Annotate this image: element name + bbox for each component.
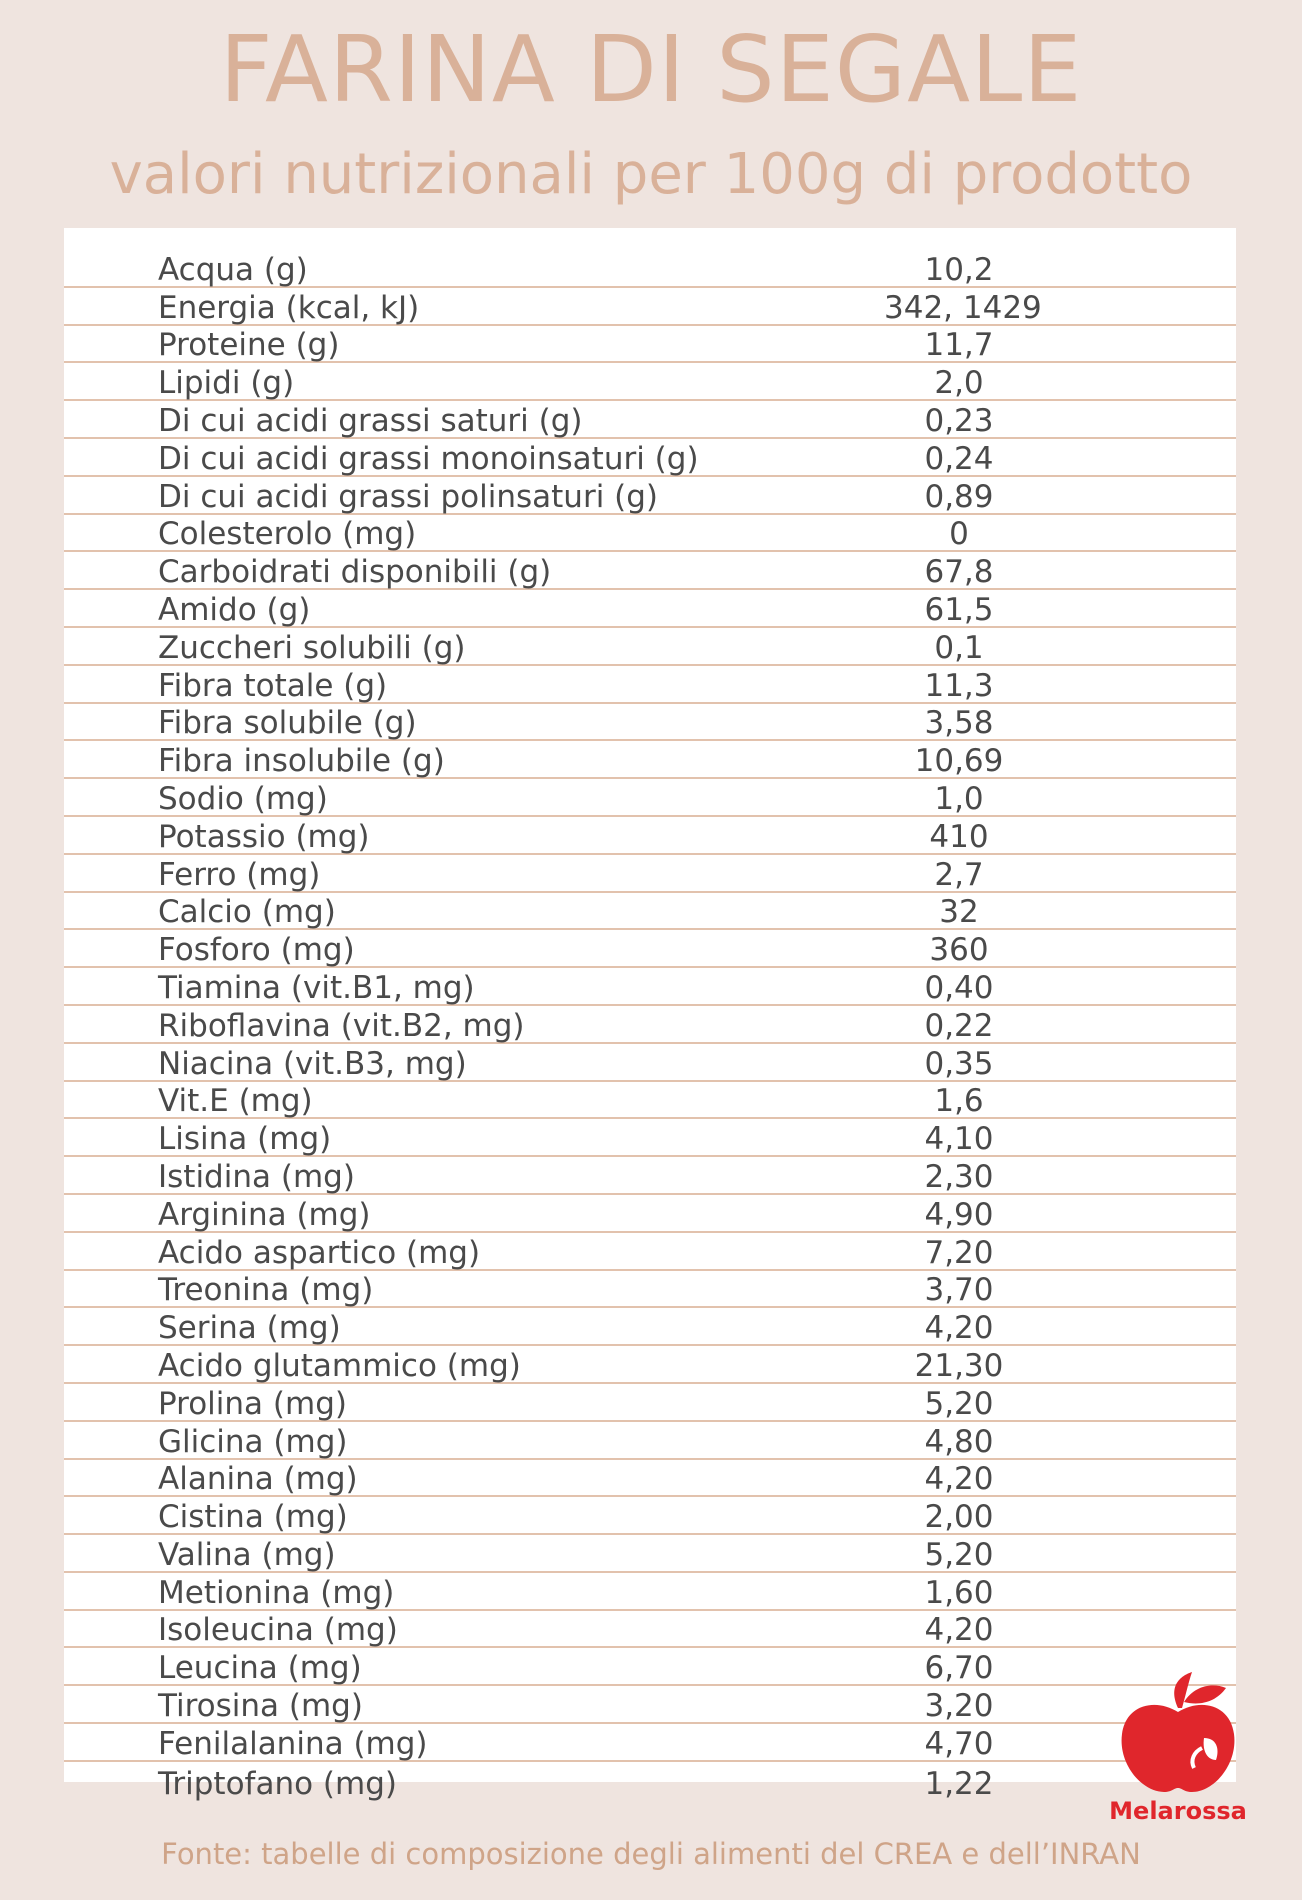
table-row <box>64 1195 1236 1233</box>
nutrient-label: Fibra insolubile (g) <box>158 743 445 780</box>
nutrient-label: Riboflavina (vit.B2, mg) <box>158 1007 525 1044</box>
source-note: Fonte: tabelle di composizione degli alimenti del CREA e dell’INRAN <box>161 1837 1141 1871</box>
nutrient-value: 3,58 <box>924 705 994 742</box>
table-row <box>64 1119 1236 1157</box>
nutrient-value: 0,22 <box>924 1007 994 1044</box>
table-row <box>64 1157 1236 1195</box>
table-row <box>64 401 1236 439</box>
table-row <box>64 1233 1236 1271</box>
table-row <box>64 1535 1236 1573</box>
nutrient-value: 4,10 <box>924 1121 994 1158</box>
table-row <box>64 1611 1236 1649</box>
nutrient-label: Tiamina (vit.B1, mg) <box>158 969 475 1006</box>
nutrient-label: Sodio (mg) <box>158 780 328 817</box>
nutrient-value: 0,35 <box>924 1045 994 1082</box>
nutrient-label: Serina (mg) <box>158 1310 341 1347</box>
nutrient-label: Fosforo (mg) <box>158 932 355 969</box>
nutrient-value: 0,89 <box>924 478 994 515</box>
nutrient-label: Lipidi (g) <box>158 365 295 402</box>
nutrient-value: 5,20 <box>924 1385 994 1422</box>
nutrient-value: 1,60 <box>924 1574 994 1611</box>
nutrient-value: 410 <box>929 818 989 855</box>
nutrient-value: 5,20 <box>924 1536 994 1573</box>
nutrient-value: 32 <box>939 894 979 931</box>
nutrient-label: Carboidrati disponibili (g) <box>158 554 552 591</box>
nutrient-value: 1,22 <box>924 1765 994 1802</box>
nutrient-value: 3,70 <box>924 1272 994 1309</box>
nutrient-value: 2,7 <box>934 856 984 893</box>
nutrient-label: Treonina (mg) <box>158 1272 374 1309</box>
table-row <box>64 1044 1236 1082</box>
nutrient-label: Acqua (g) <box>158 251 308 288</box>
nutrient-value: 7,20 <box>924 1234 994 1271</box>
table-row <box>64 1346 1236 1384</box>
table-row <box>64 1384 1236 1422</box>
nutrient-value: 10,2 <box>924 251 994 288</box>
nutrient-value: 4,20 <box>924 1612 994 1649</box>
nutrient-label: Proteine (g) <box>158 327 340 364</box>
nutrient-value: 0,24 <box>924 440 994 477</box>
nutrient-value: 61,5 <box>924 591 994 628</box>
table-row <box>64 1271 1236 1309</box>
nutrient-value: 1,6 <box>934 1083 984 1120</box>
nutrient-value: 10,69 <box>914 743 1004 780</box>
table-row <box>64 515 1236 553</box>
nutrient-value: 0,23 <box>924 402 994 439</box>
nutrient-label: Lisina (mg) <box>158 1121 332 1158</box>
table-row <box>64 1724 1236 1762</box>
nutrient-value: 360 <box>929 932 989 969</box>
nutrient-label: Energia (kcal, kJ) <box>158 289 420 326</box>
nutrient-value: 0,40 <box>924 969 994 1006</box>
nutrient-value: 11,7 <box>924 327 994 364</box>
nutrient-label: Metionina (mg) <box>158 1574 395 1611</box>
table-row <box>64 552 1236 590</box>
nutrient-label: Istidina (mg) <box>158 1158 355 1195</box>
nutrient-label: Valina (mg) <box>158 1536 336 1573</box>
nutrition-rows <box>64 250 1236 1800</box>
nutrient-label: Tirosina (mg) <box>158 1688 363 1725</box>
table-row <box>64 1082 1236 1120</box>
table-row <box>64 477 1236 515</box>
nutrient-label: Arginina (mg) <box>158 1196 371 1233</box>
nutrient-value: 6,70 <box>924 1650 994 1687</box>
nutrient-label: Di cui acidi grassi polinsaturi (g) <box>158 478 659 515</box>
nutrient-label: Isoleucina (mg) <box>158 1612 398 1649</box>
nutrient-label: Fibra solubile (g) <box>158 705 417 742</box>
table-row <box>64 326 1236 364</box>
nutrient-label: Di cui acidi grassi monoinsaturi (g) <box>158 440 699 477</box>
nutrient-label: Di cui acidi grassi saturi (g) <box>158 402 583 439</box>
nutrient-label: Zuccheri solubili (g) <box>158 629 466 666</box>
nutrient-value: 4,80 <box>924 1423 994 1460</box>
nutrient-label: Ferro (mg) <box>158 856 321 893</box>
nutrient-value: 4,70 <box>924 1725 994 1762</box>
table-row <box>64 704 1236 742</box>
table-row <box>64 741 1236 779</box>
table-row <box>64 1573 1236 1611</box>
table-row <box>64 439 1236 477</box>
page-subtitle: valori nutrizionali per 100g di prodotto <box>109 142 1193 207</box>
nutrient-value: 21,30 <box>914 1347 1004 1384</box>
nutrient-label: Niacina (vit.B3, mg) <box>158 1045 467 1082</box>
nutrient-label: Fenilalanina (mg) <box>158 1725 428 1762</box>
table-row <box>64 590 1236 628</box>
table-row <box>64 1308 1236 1346</box>
nutrient-label: Colesterolo (mg) <box>158 516 417 553</box>
nutrient-value: 1,0 <box>934 780 984 817</box>
nutrient-value: 2,0 <box>934 365 984 402</box>
table-row <box>64 855 1236 893</box>
nutrient-value: 3,20 <box>924 1688 994 1725</box>
table-row <box>64 1460 1236 1498</box>
nutrient-label: Amido (g) <box>158 591 311 628</box>
nutrient-label: Acido glutammico (mg) <box>158 1347 521 1384</box>
table-row <box>64 666 1236 704</box>
table-row <box>64 930 1236 968</box>
nutrient-label: Leucina (mg) <box>158 1650 362 1687</box>
table-row <box>64 1006 1236 1044</box>
table-row <box>64 1422 1236 1460</box>
nutrient-label: Fibra totale (g) <box>158 667 388 704</box>
nutrient-value: 4,20 <box>924 1461 994 1498</box>
table-row <box>64 893 1236 931</box>
nutrient-label: Potassio (mg) <box>158 818 370 855</box>
table-row <box>64 1648 1236 1686</box>
nutrient-label: Acido aspartico (mg) <box>158 1234 481 1271</box>
table-row <box>64 1762 1236 1800</box>
nutrient-value: 4,90 <box>924 1196 994 1233</box>
nutrient-label: Alanina (mg) <box>158 1461 358 1498</box>
table-row <box>64 779 1236 817</box>
apple-logo-icon <box>1108 1668 1248 1798</box>
nutrient-value: 0 <box>949 516 969 553</box>
table-row <box>64 817 1236 855</box>
nutrient-label: Triptofano (mg) <box>158 1765 397 1802</box>
nutrient-value: 342, 1429 <box>884 289 1042 326</box>
table-row <box>64 288 1236 326</box>
page-title: FARINA DI SEGALE <box>219 16 1083 123</box>
table-row <box>64 1686 1236 1724</box>
nutrient-label: Calcio (mg) <box>158 894 336 931</box>
table-row <box>64 628 1236 666</box>
brand-name: Melarossa <box>1109 1797 1247 1825</box>
nutrient-label: Vit.E (mg) <box>158 1083 313 1120</box>
table-row <box>64 250 1236 288</box>
nutrient-value: 2,00 <box>924 1499 994 1536</box>
nutrient-label: Glicina (mg) <box>158 1423 348 1460</box>
nutrient-value: 2,30 <box>924 1158 994 1195</box>
nutrient-label: Cistina (mg) <box>158 1499 348 1536</box>
nutrient-value: 11,3 <box>924 667 994 704</box>
table-row <box>64 1497 1236 1535</box>
nutrient-value: 4,20 <box>924 1310 994 1347</box>
table-row <box>64 968 1236 1006</box>
nutrient-value: 67,8 <box>924 554 994 591</box>
table-row <box>64 363 1236 401</box>
nutrition-table <box>64 228 1236 1802</box>
nutrient-label: Prolina (mg) <box>158 1385 347 1422</box>
nutrient-value: 0,1 <box>934 629 984 666</box>
